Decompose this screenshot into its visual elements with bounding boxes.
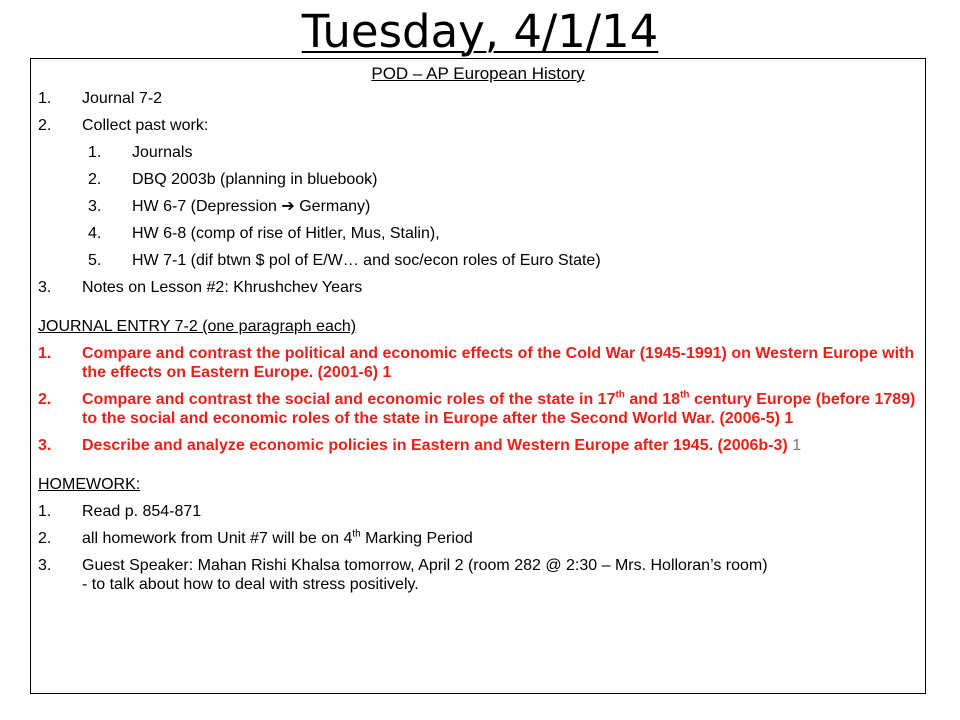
pod-item [38, 89, 918, 108]
homework-item [38, 502, 918, 521]
homework-heading: HOMEWORK: [38, 476, 141, 493]
list-text: Read p. 854-871 [82, 503, 202, 520]
list-number: 1. [38, 90, 52, 107]
collect-item [38, 170, 918, 189]
list-text: HW 6-7 (Depression ➔ Germany) [132, 198, 371, 215]
journal-item [38, 344, 918, 382]
list-number: 3. [38, 437, 52, 454]
list-number: 2. [38, 391, 52, 408]
list-number: 3. [38, 279, 52, 296]
list-text: Notes on Lesson #2: Khrushchev Years [82, 279, 363, 296]
list-text: HW 7-1 (dif btwn $ pol of E/W… and soc/econ roles of Euro State) [132, 252, 601, 269]
collect-item [38, 224, 918, 243]
list-text: Compare and contrast the social and economic roles of the state in 17th and 18th century Europe (before 1789) to the social and economic roles of the state in Europe after the Second World War. (2006-5) 1 [82, 389, 916, 427]
pod-heading: POD – AP European History [371, 64, 585, 83]
list-text: Journals [132, 144, 193, 161]
collect-item [38, 197, 918, 216]
collect-item [38, 143, 918, 162]
slide-title: Tuesday, 4/1/14 [301, 5, 659, 58]
journal-item [38, 390, 918, 428]
journal-item [38, 436, 918, 455]
journal-heading: JOURNAL ENTRY 7-2 (one paragraph each) [38, 318, 357, 335]
list-text: Collect past work: [82, 117, 209, 134]
list-number: 1. [38, 503, 52, 520]
list-number: 2. [88, 171, 102, 188]
list-number: 4. [88, 225, 102, 242]
list-text: Guest Speaker: Mahan Rishi Khalsa tomorrow, April 2 (room 282 @ 2:30 – Mrs. Holloran’s room) - to talk about how to deal with stress positively. [82, 557, 768, 593]
list-number: 2. [38, 117, 52, 134]
list-number: 1. [88, 144, 102, 161]
collect-item [38, 251, 918, 270]
pod-item [38, 116, 918, 135]
list-number: 3. [38, 557, 52, 574]
homework-item [38, 529, 918, 548]
list-text: DBQ 2003b (planning in bluebook) [132, 171, 378, 188]
list-number: 3. [88, 198, 102, 215]
slide-content [38, 64, 918, 602]
list-text: Journal 7-2 [82, 90, 163, 107]
list-text: HW 6-8 (comp of rise of Hitler, Mus, Stalin), [132, 225, 440, 242]
homework-item [38, 556, 918, 594]
list-number: 1. [38, 345, 52, 362]
list-number: 2. [38, 530, 52, 547]
pod-item [38, 278, 918, 297]
list-text: all homework from Unit #7 will be on 4th Marking Period [82, 528, 473, 547]
list-text: Describe and analyze economic policies in Eastern and Western Europe after 1945. (2006b-3) 1 [82, 437, 802, 454]
list-text: Compare and contrast the political and economic effects of the Cold War (1945-1991) on Western Europe with the effects on Eastern Europe. (2001-6) 1 [82, 345, 915, 381]
list-number: 5. [88, 252, 102, 269]
